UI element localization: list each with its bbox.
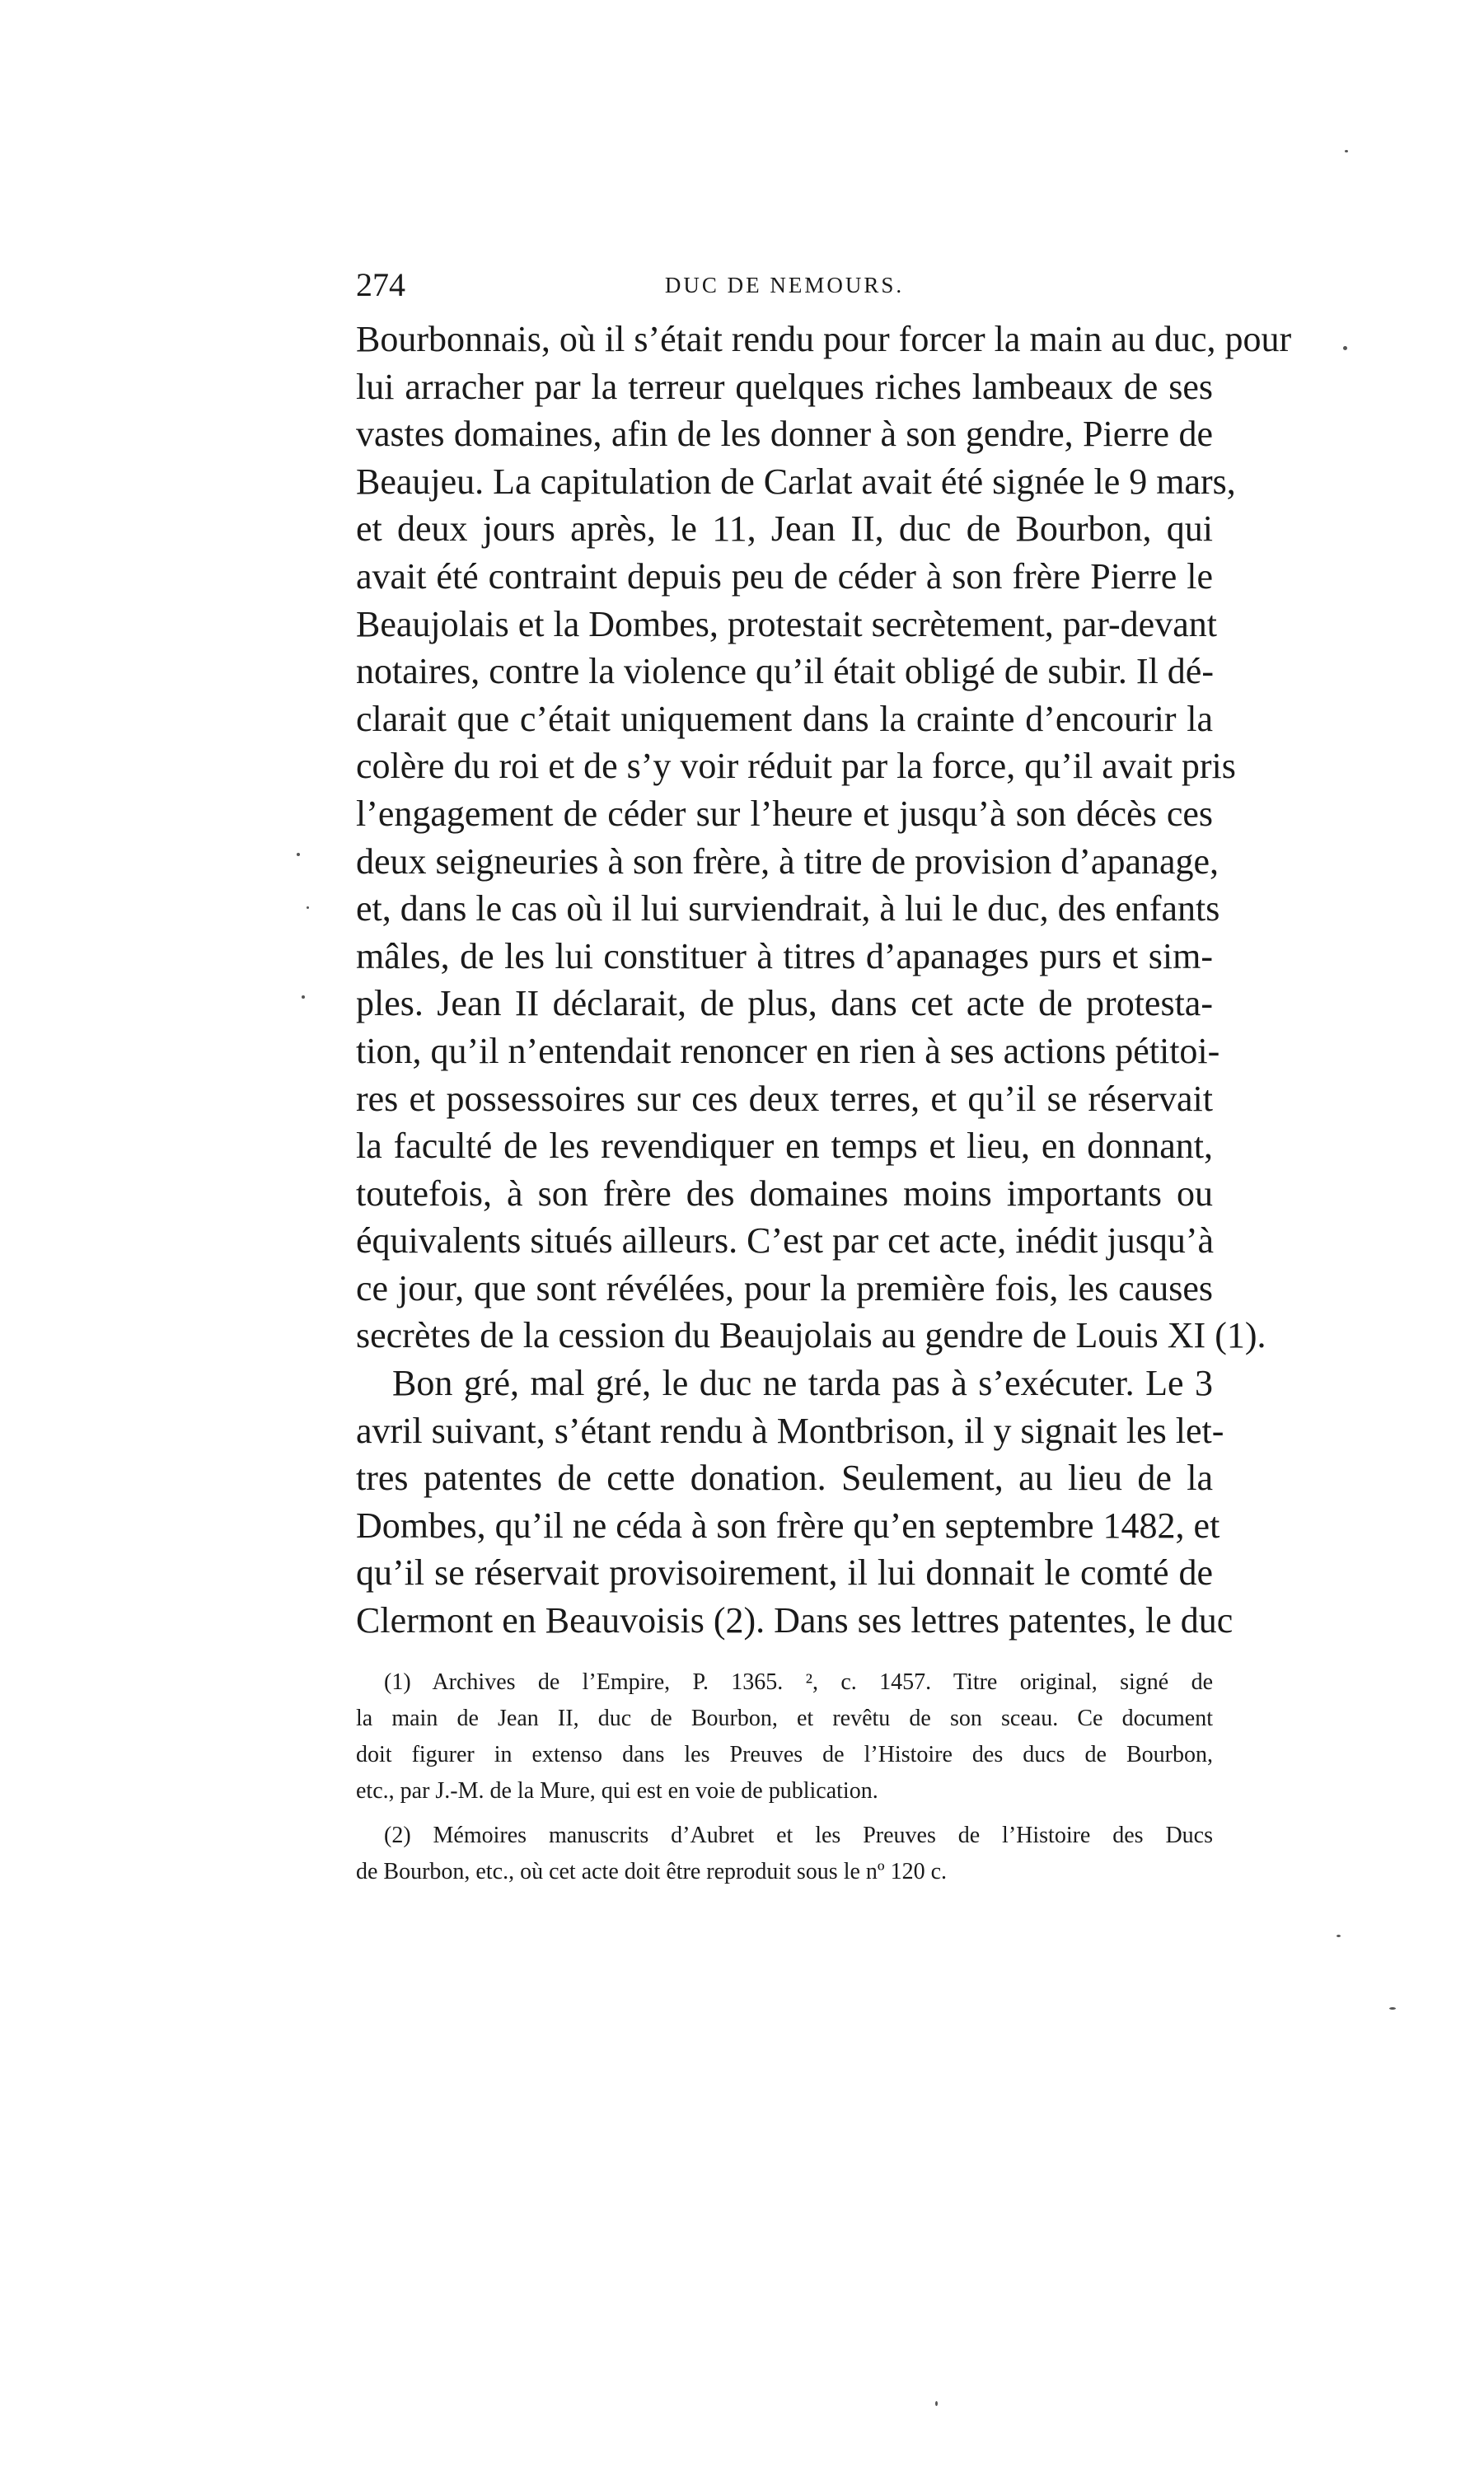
body-text [356,316,1292,1645]
scan-speck [935,2401,938,2406]
footnote-gap [356,1809,1213,1818]
scan-speck [297,853,300,856]
text-line: la faculté de les revendiquer en temps et lieu, en donnant, [356,1126,1213,1167]
text-line: tres patentes de cette donation. Seulement, au lieu de la [356,1458,1213,1499]
text-line: Dombes, qu’il ne céda à son frère qu’en septembre 1482, et [356,1505,1220,1546]
text-line: qu’il se réservait provisoirement, il lui donnait le comté de [356,1552,1213,1594]
text-line: ce jour, que sont révélées, pour la première fois, les causes [356,1267,1213,1308]
text-line: Clermont en Beauvoisis (2). Dans ses lettres patentes, le duc [356,1600,1234,1641]
text-line: colère du roi et de s’y voir réduit par la force, qu’il avait pris [356,746,1236,787]
footnote-line: de Bourbon, etc., où cet acte doit être reproduit sous le nº 120 c. [356,1859,948,1884]
text-line: notaires, contre la violence qu’il était obligé de subir. Il dé- [356,651,1214,692]
page-header [356,265,1213,305]
scan-speck [1343,346,1347,350]
text-line: mâles, de les lui constituer à titres d’apanages purs et sim- [356,935,1213,976]
text-line: et deux jours après, le 11, Jean II, duc de Bourbon, qui [356,508,1213,550]
footnote-line: doit figurer in extenso dans les Preuves de l’Histoire des ducs de Bourbon, [356,1742,1213,1767]
text-line: clarait que c’était uniquement dans la crainte d’encourir la [356,698,1213,739]
footnotes [356,1664,1213,1890]
text-line: ples. Jean II déclarait, de plus, dans cet acte de protesta- [356,983,1213,1024]
footnote-line: etc., par J.-M. de la Mure, qui est en voie de publication. [356,1778,878,1804]
text-line: secrètes de la cession du Beaujolais au gendre de Louis XI (1). [356,1315,1266,1356]
text-line: res et possessoires sur ces deux terres, et qu’il se réservait [356,1078,1213,1119]
text-line: Beaujeu. La capitulation de Carlat avait été signée le 9 mars, [356,461,1236,502]
text-line: l’engagement de céder sur l’heure et jusqu’à son décès ces [356,793,1213,834]
footnote-line: (2) Mémoires manuscrits d’Aubret et les Preuves de l’Histoire des Ducs [384,1823,1213,1848]
text-line: lui arracher par la terreur quelques riches lambeaux de ses [356,366,1213,407]
scan-speck [1345,150,1348,152]
text-line: Bourbonnais, où il s’était rendu pour forcer la main au duc, pour [356,319,1292,359]
scan-speck [1389,2007,1396,2010]
scan-speck [302,995,305,999]
footnote-line: (1) Archives de l’Empire, P. 1365. ², c. 1457. Titre original, signé de [384,1669,1213,1695]
text-line: toutefois, à son frère des domaines moins importants ou [356,1173,1213,1214]
footnote-line: la main de Jean II, duc de Bourbon, et revêtu de son sceau. Ce document [356,1706,1213,1731]
text-line: tion, qu’il n’entendait renoncer en rien à ses actions pétitoi- [356,1030,1220,1071]
text-line: équivalents situés ailleurs. C’est par cet acte, inédit jusqu’à [356,1220,1215,1262]
text-line: et, dans le cas où il lui surviendrait, à lui le duc, des enfants [356,888,1220,929]
scan-speck [307,906,309,909]
running-title: DUC DE NEMOURS. [664,273,905,297]
text-line: vastes domaines, afin de les donner à son gendre, Pierre de [356,414,1213,455]
page-number: 274 [356,266,405,303]
text-line: avril suivant, s’étant rendu à Montbrison, il y signait les let- [356,1410,1224,1451]
text-line: avait été contraint depuis peu de céder à son frère Pierre le [356,555,1213,597]
scan-speck [1337,1935,1341,1937]
text-line: Bon gré, mal gré, le duc ne tarda pas à s’exécuter. Le 3 [392,1363,1213,1404]
text-line: Beaujolais et la Dombes, protestait secrètement, par-devant [356,603,1217,644]
text-line: deux seigneuries à son frère, à titre de provision d’apanage, [356,840,1220,882]
